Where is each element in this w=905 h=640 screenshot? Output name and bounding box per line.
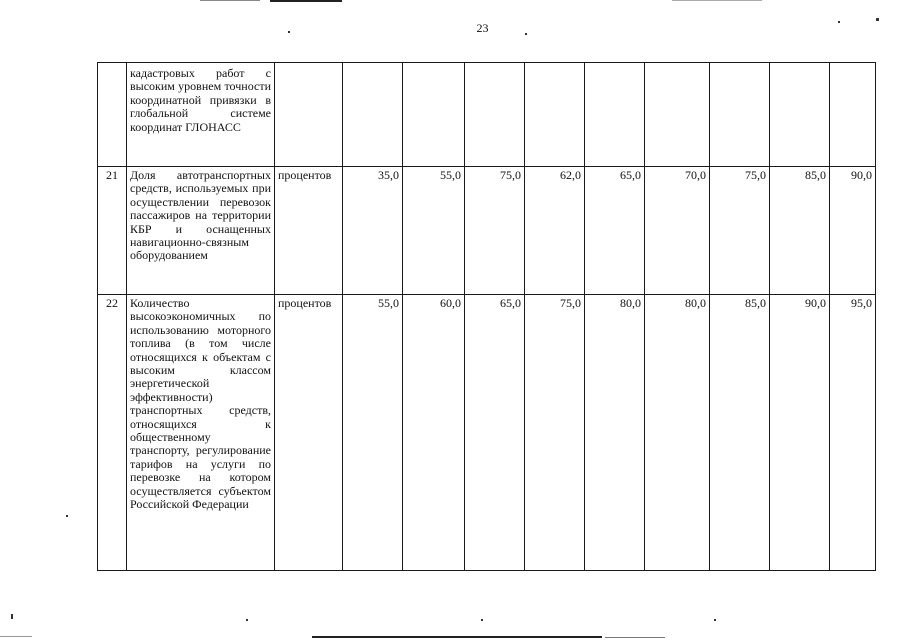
value-cell: 85,0 [710, 295, 770, 571]
value-cell: 85,0 [770, 167, 830, 295]
scan-artifact-bottom-line [605, 637, 665, 638]
value-cell: 90,0 [770, 295, 830, 571]
unit-cell: процентов [275, 295, 343, 571]
value-cell [830, 63, 876, 167]
scan-artifact-bottom-line [312, 636, 602, 638]
indicator-description-cell: кадастровых работ с высоким уровнем точности координатной привязки в глобальной системе координат ГЛОНАСС [127, 63, 275, 167]
value-cell [465, 63, 525, 167]
value-cell: 90,0 [830, 167, 876, 295]
scan-speck [481, 619, 483, 621]
value-cell: 75,0 [525, 295, 585, 571]
unit-cell: процентов [275, 167, 343, 295]
indicator-description-cell: Доля автотранспортных средств, используемых при осуществлении перевозок пассажиров на территории КБР и оснащенных навигационно-связным оборудованием [127, 167, 275, 295]
value-cell [585, 63, 645, 167]
value-cell: 35,0 [343, 167, 403, 295]
scan-speck [11, 614, 13, 619]
value-cell [525, 63, 585, 167]
unit-cell [275, 63, 343, 167]
value-cell [645, 63, 710, 167]
scan-speck [876, 18, 879, 21]
value-cell: 80,0 [645, 295, 710, 571]
scan-speck [288, 31, 290, 33]
indicator-description-cell: Количество высокоэкономичных по использованию моторного топлива (в том числе относящихся к объектам с высоким классом энергетической эффективности) транспортных средств, относящихся к общественному транспорту, регулирование тарифов на услуги по перевозке на котором осуществляется субъектом Российской Федерации [127, 295, 275, 571]
value-cell [403, 63, 465, 167]
row-number-cell: 22 [98, 295, 127, 571]
value-cell: 55,0 [403, 167, 465, 295]
scan-speck [714, 619, 716, 621]
value-cell: 65,0 [465, 295, 525, 571]
value-cell: 62,0 [525, 167, 585, 295]
value-cell: 70,0 [645, 167, 710, 295]
value-cell: 55,0 [343, 295, 403, 571]
table-row [98, 295, 876, 571]
value-cell [710, 63, 770, 167]
scan-speck [838, 21, 840, 23]
row-number-cell [98, 63, 127, 167]
scan-speck [246, 619, 248, 621]
table-row [98, 167, 876, 295]
value-cell: 65,0 [585, 167, 645, 295]
page-number: 23 [476, 21, 489, 35]
value-cell [770, 63, 830, 167]
indicator-table [97, 62, 876, 571]
value-cell [343, 63, 403, 167]
scan-artifact-left-line [0, 636, 32, 637]
value-cell: 95,0 [830, 295, 876, 571]
value-cell: 60,0 [403, 295, 465, 571]
value-cell: 80,0 [585, 295, 645, 571]
value-cell: 75,0 [465, 167, 525, 295]
table-row [98, 63, 876, 167]
scan-artifact-top-line [270, 0, 342, 2]
row-number-cell: 21 [98, 167, 127, 295]
scan-speck [66, 515, 68, 517]
scan-speck [525, 33, 527, 35]
scan-artifact-top-right-line [672, 0, 762, 1]
value-cell: 75,0 [710, 167, 770, 295]
scan-artifact-top-line [200, 0, 260, 1]
